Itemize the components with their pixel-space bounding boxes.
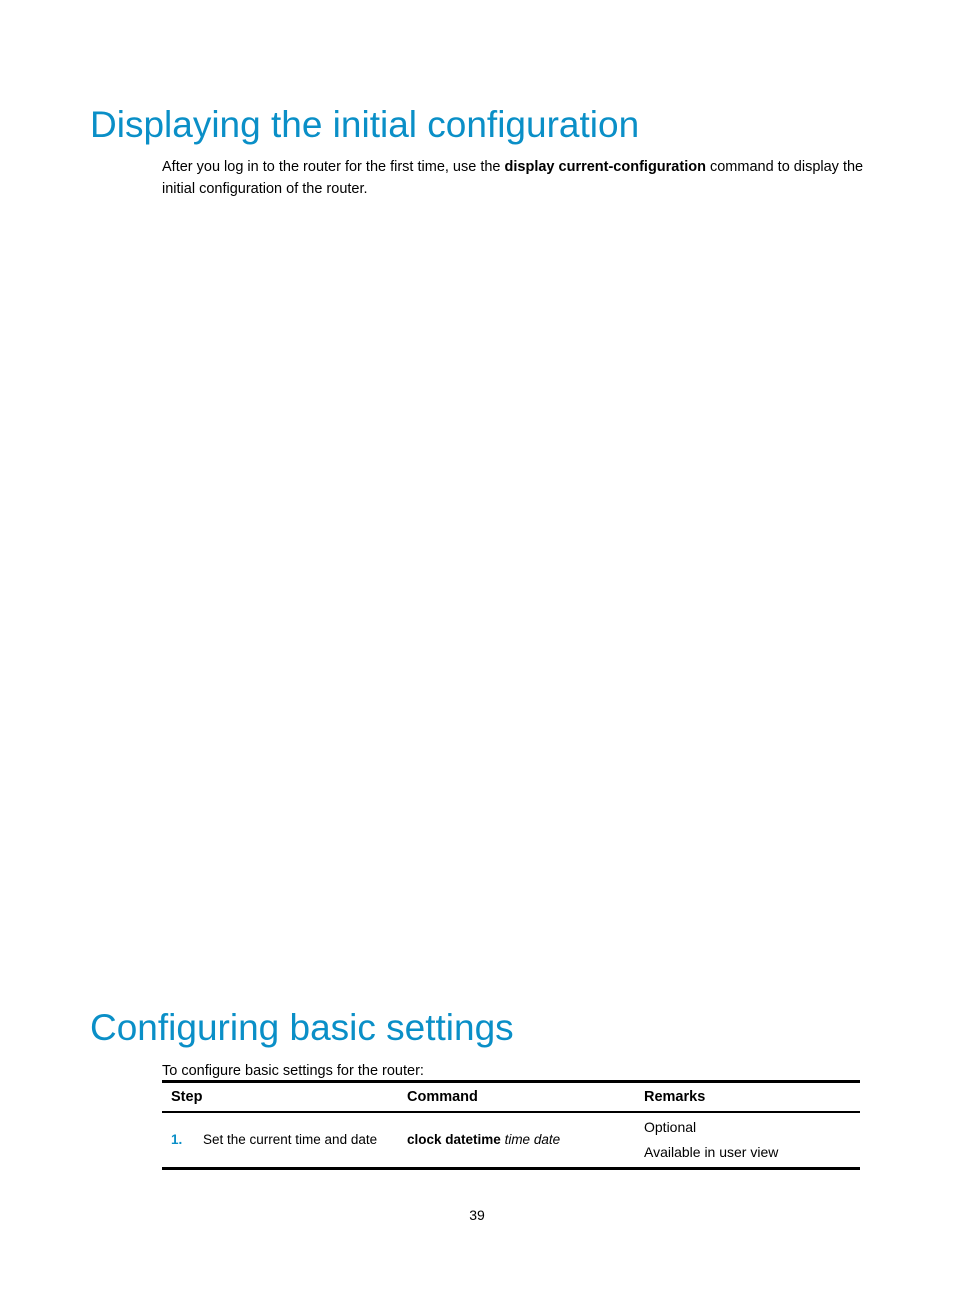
- command-arguments: time date: [504, 1132, 561, 1147]
- section-heading-initial-configuration: Displaying the initial configuration: [90, 104, 640, 145]
- column-header-command: Command: [407, 1089, 478, 1105]
- remarks-cell: [635, 1115, 860, 1165]
- step-number: 1.: [171, 1132, 183, 1147]
- section-heading-basic-settings: Configuring basic settings: [90, 1007, 514, 1048]
- paragraph-text-before: After you log in to the router for the first time, use the: [162, 159, 505, 175]
- table-row: [162, 1113, 860, 1167]
- remark-line: Optional: [644, 1118, 697, 1135]
- table-bottom-rule: [162, 1167, 860, 1170]
- initial-configuration-paragraph: [162, 156, 867, 200]
- column-header-step: Step: [171, 1089, 203, 1105]
- step-text: Set the current time and date: [203, 1132, 378, 1147]
- page-number: 39: [469, 1207, 485, 1223]
- command-keyword: clock datetime: [407, 1132, 501, 1147]
- remark-line: Available in user view: [644, 1143, 779, 1160]
- command-name: display current-configuration: [504, 159, 706, 175]
- column-header-remarks: Remarks: [644, 1089, 706, 1105]
- command-cell: [398, 1132, 635, 1147]
- paragraph-text-after: command to display the initial configuration of the router.: [162, 159, 864, 197]
- table-header-row: [162, 1083, 860, 1111]
- basic-settings-intro: To configure basic settings for the router:: [162, 1063, 424, 1079]
- step-cell: [162, 1132, 398, 1147]
- basic-settings-table: [162, 1080, 860, 1170]
